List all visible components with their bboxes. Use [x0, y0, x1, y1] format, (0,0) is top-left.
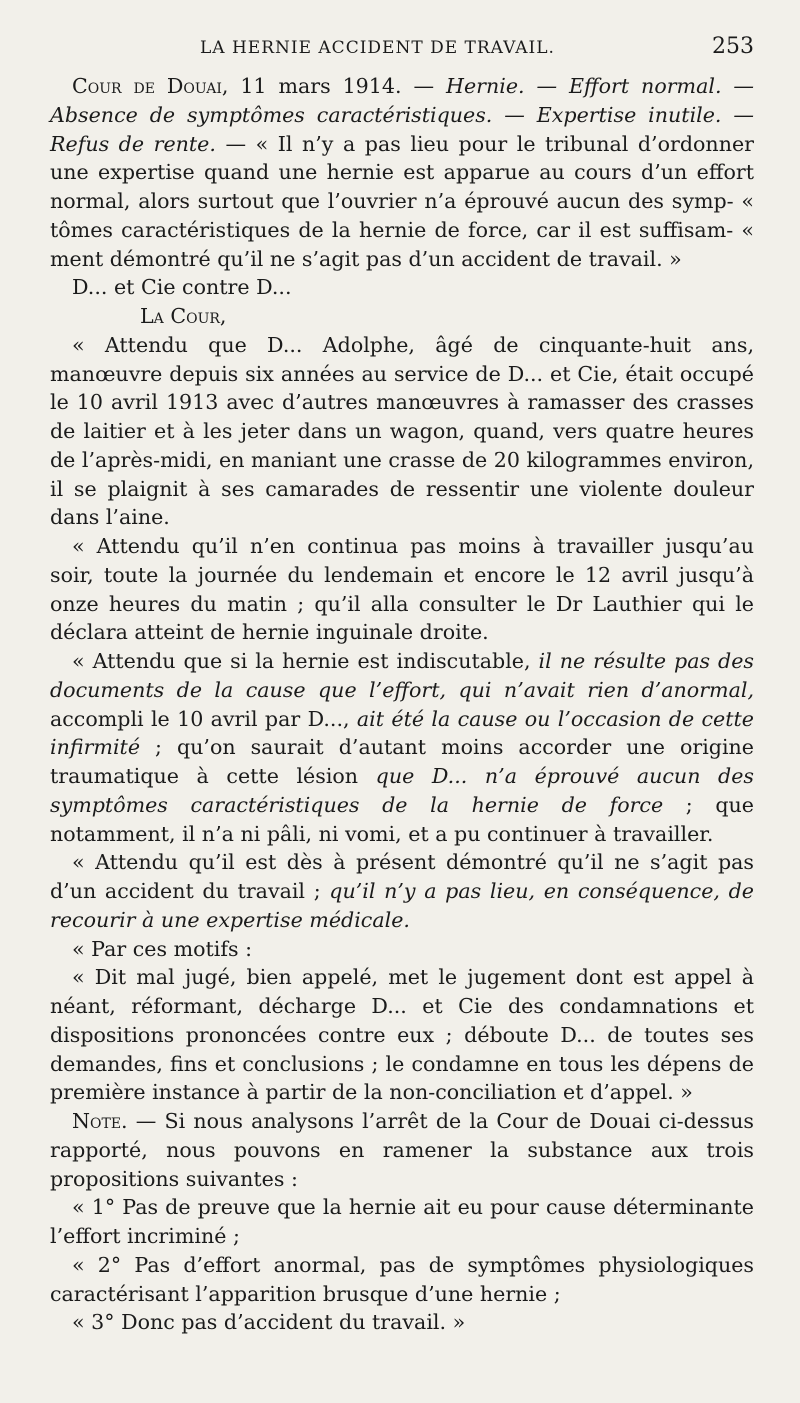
court-label: La Cour,	[140, 304, 227, 328]
note-text: — Si nous analysons l’arrêt de la Cour de Douai ci-dessus rapporté, nous pouvons en ramener la substance aux trois propositions suivantes :	[50, 1109, 754, 1191]
italic-run: que D... n’a éprouvé aucun des symptômes caractéristiques de la hernie de force	[50, 764, 754, 817]
running-head: LA HERNIE ACCIDENT DE TRAVAIL.	[200, 38, 555, 58]
note-item: « 2° Pas d’effort anormal, pas de symptômes physiologiques caractérisant l’apparition brusque d’une hernie ;	[50, 1252, 754, 1306]
court-name: Cour de Douai	[72, 74, 222, 98]
page-body	[50, 72, 754, 1337]
text-run: ; qu’on saurait d’autant moins accorder une origine traumatique à cette lésion	[50, 735, 754, 788]
note-item: « 1° Pas de preuve que la hernie ait eu pour cause déterminante l’effort incriminé ;	[50, 1195, 754, 1248]
paragraph: « Attendu que D... Adolphe, âgé de cinquante-huit ans, manœuvre depuis six années au service de D... et Cie, était occupé le 10 avril 1913 avec d’autres manœuvres à ramasser des crasses de laitier et à les jeter dans un wagon, quand, vers quatre heures de l’après-midi, en maniant une crasse de 20 kilogrammes environ, il se plaignit à ses camarades de ressentir une violente douleur dans l’aine.	[50, 332, 754, 530]
paragraph	[50, 848, 754, 934]
case-parties: D... et Cie contre D...	[72, 275, 292, 300]
italic-run: ait été la cause ou l’occasion de cette infirmité	[50, 706, 754, 760]
page-header	[50, 30, 754, 70]
case-summary	[50, 72, 754, 273]
text-run: ; que notamment, il n’a ni pâli, ni vomi, et a pu continuer à travailler.	[50, 792, 754, 846]
text-run: « Attendu que si la hernie est indiscutable,	[72, 649, 539, 673]
note-paragraph	[50, 1107, 754, 1193]
paragraph	[50, 647, 754, 848]
case-headnote: — « Il n’y a pas lieu pour le tribunal d’ordonner une expertise quand une hernie est apparue au cours d’un effort normal, alors surtout que l’ouvrier n’a éprouvé aucun des symp- « tômes caractéristiques de la hernie de force, car il est suffisam- « ment démontré qu’il ne s’agit pas d’un accident de travail. »	[50, 131, 754, 271]
case-date: , 11 mars 1914. —	[221, 74, 446, 98]
paragraph: « Dit mal jugé, bien appelé, met le jugement dont est appel à néant, réformant, décharge D... et Cie des condamnations et dispositions prononcées contre eux ; déboute D... de toutes ses demandes, fins et conclusions ; le condamne en tous les dépens de première instance à partir de la non-conciliation et d’appel. »	[50, 965, 754, 1105]
italic-run: qu’il n’y a pas lieu, en conséquence, de recourir à une expertise médicale.	[50, 879, 754, 932]
italic-run: il ne résulte pas des documents de la cause que l’effort, qui n’avait rien d’anormal,	[50, 649, 754, 702]
case-keywords: Hernie. — Effort normal. — Absence de symptômes caractéristiques. — Expertise inutile. — Refus de rente.	[50, 74, 755, 156]
paragraph: « Attendu qu’il n’en continua pas moins à travailler jusqu’au soir, toute la journée du lendemain et encore le 12 avril jusqu’à onze heures du matin ; qu’il alla consulter le Dr Lauthier qui le déclara atteint de hernie inguinale droite.	[50, 534, 754, 645]
paragraph: « Par ces motifs :	[72, 936, 253, 961]
text-run: accompli le 10 avril par D...,	[50, 706, 357, 731]
page-number: 253	[712, 34, 754, 59]
note-item: « 3° Donc pas d’accident du travail. »	[72, 1310, 466, 1335]
note-label: Note.	[72, 1109, 128, 1133]
text-run: « Attendu qu’il est dès à présent démontré qu’il ne s’agit pas d’un accident du travail ;	[50, 850, 754, 903]
